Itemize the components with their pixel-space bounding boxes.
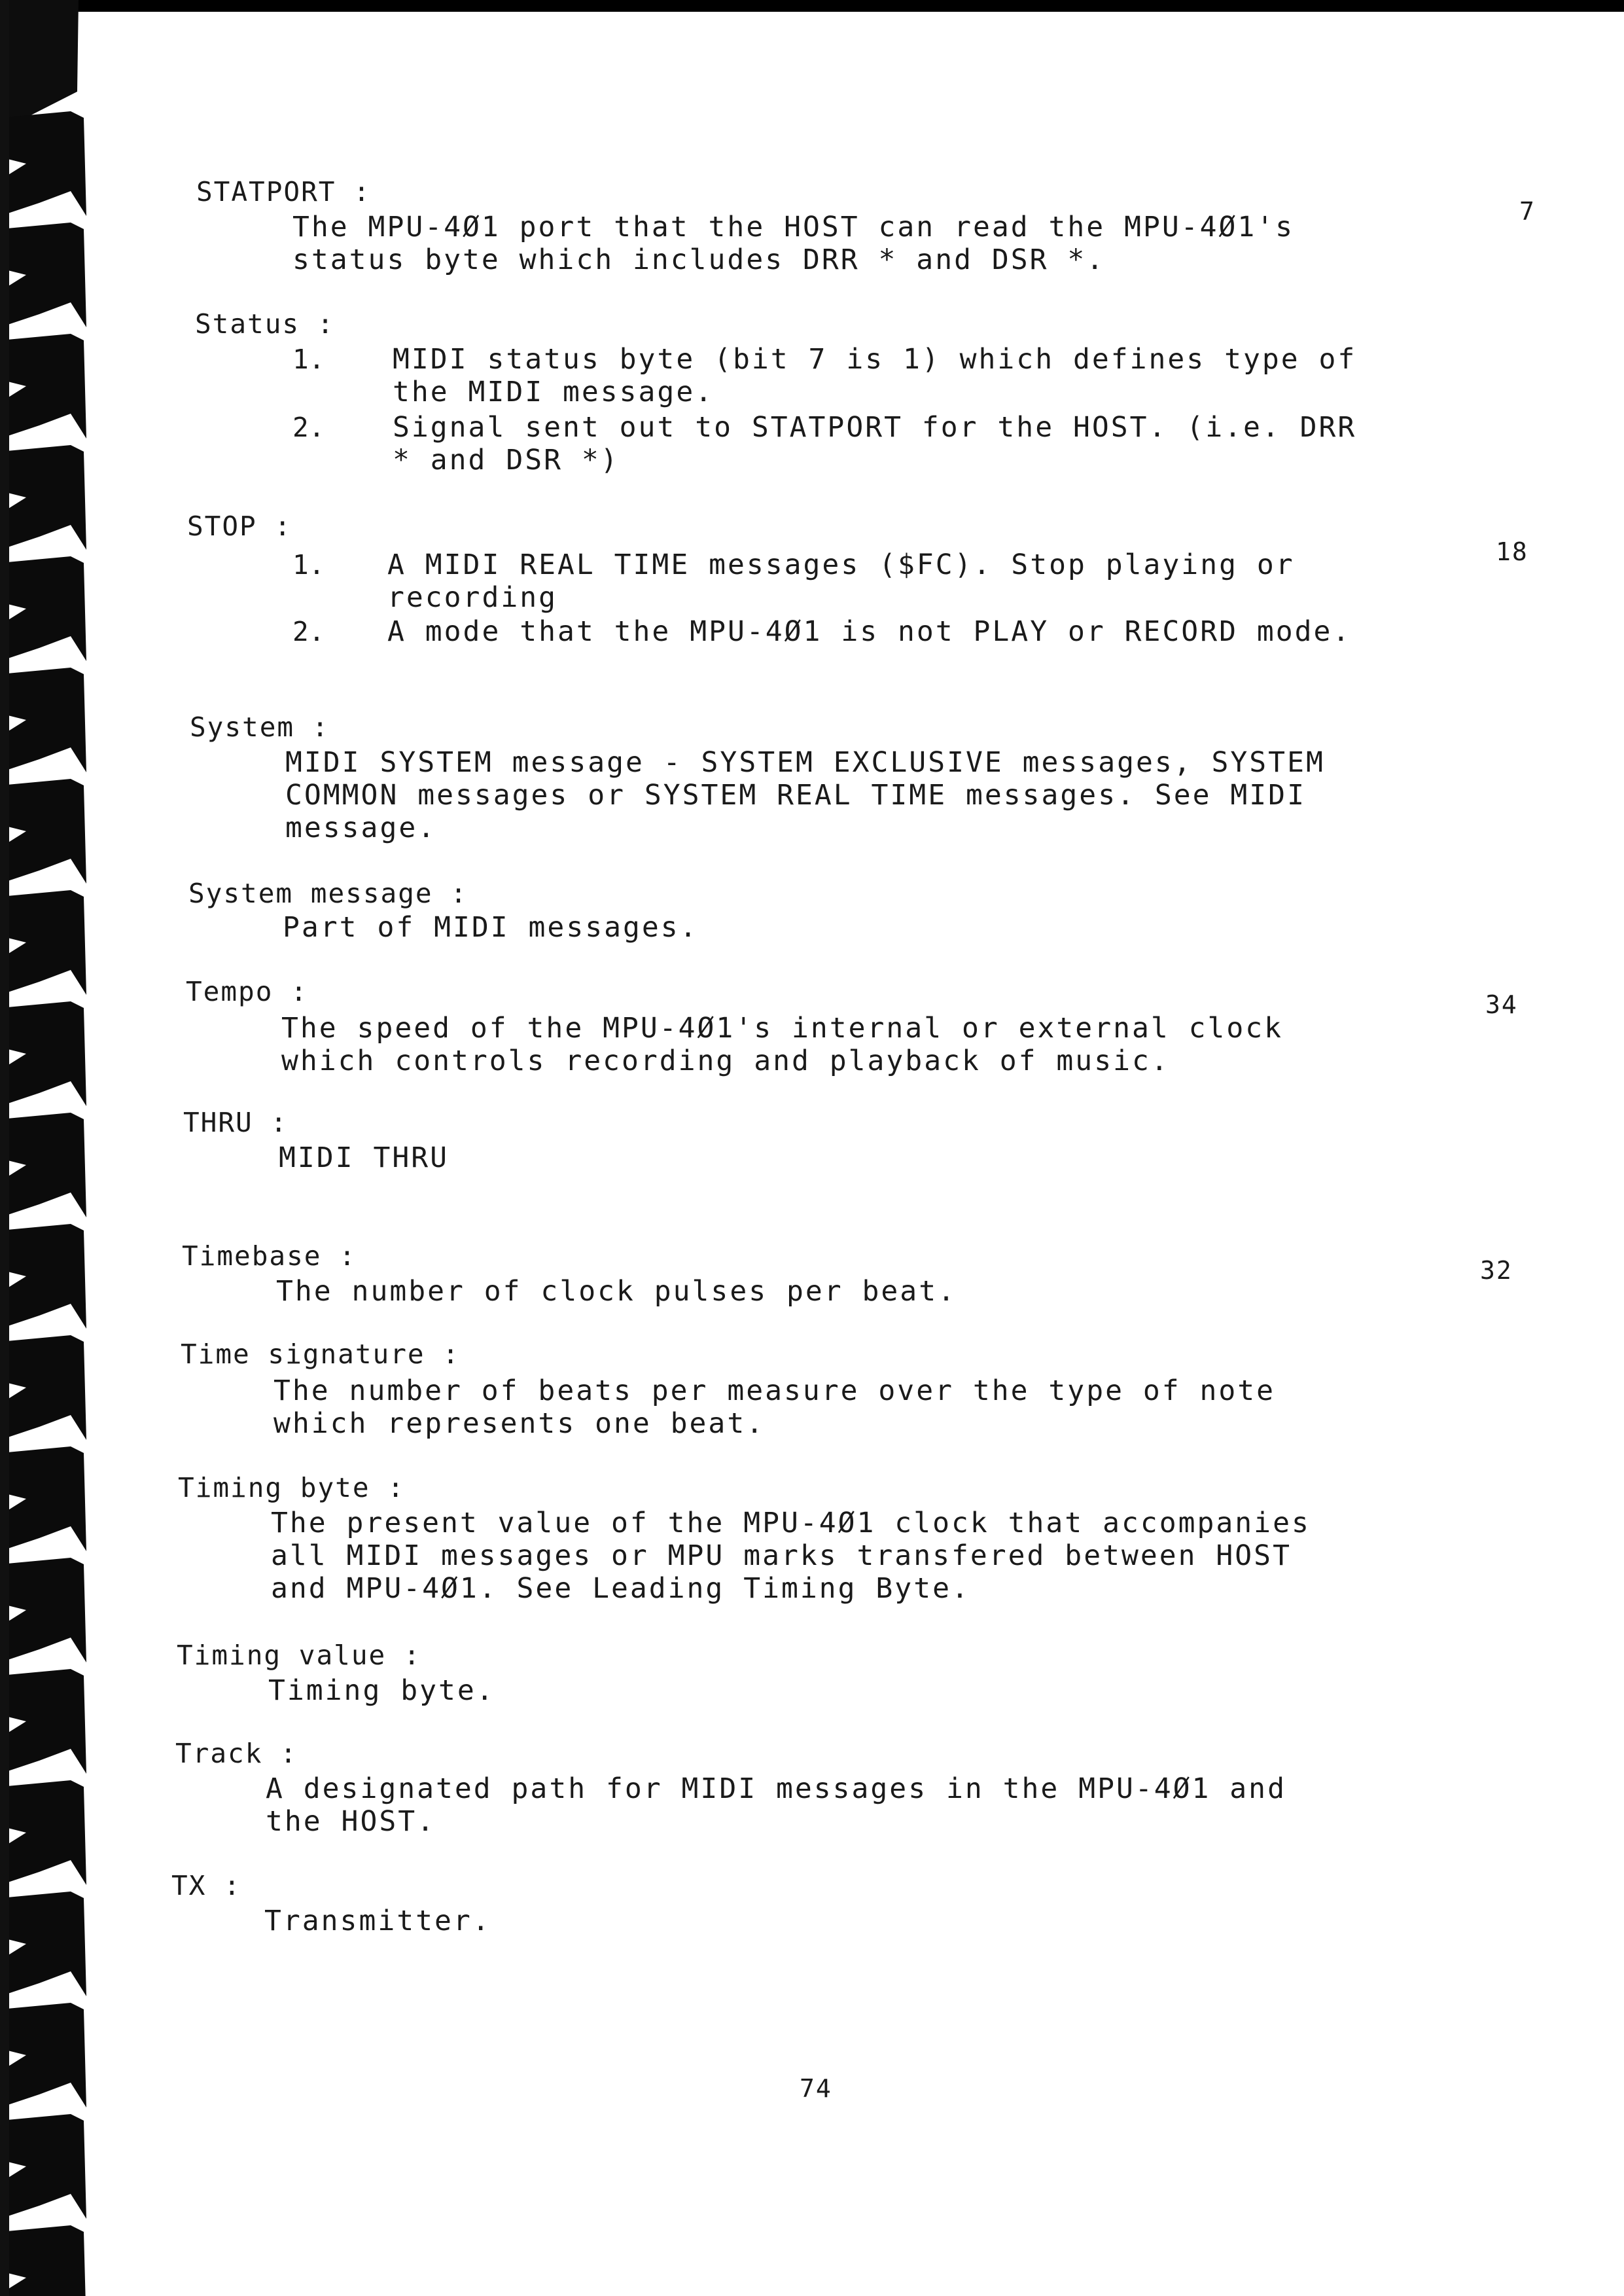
definition-line: MIDI THRU — [279, 1141, 449, 1174]
page-reference: 34 — [1485, 990, 1518, 1019]
definition-line: A MIDI REAL TIME messages ($FC). Stop playing or — [387, 548, 1295, 581]
glossary-term: TX : — [171, 1870, 241, 1901]
definition-line: and MPU-4Ø1. See Leading Timing Byte. — [271, 1572, 970, 1605]
definition-item-number: 1. — [292, 549, 325, 581]
definition-line: The number of beats per measure over the type of note — [274, 1374, 1276, 1407]
glossary-term: Timebase : — [182, 1240, 357, 1272]
glossary-term: System : — [190, 711, 330, 743]
definition-line: recording — [387, 581, 557, 614]
definition-line: Timing byte. — [268, 1674, 495, 1707]
glossary-term: THRU : — [183, 1107, 289, 1138]
definition-line: the HOST. — [266, 1805, 436, 1838]
definition-line: message. — [285, 812, 437, 844]
definition-line: * and DSR *) — [393, 444, 620, 476]
definition-line: The MPU-4Ø1 port that the HOST can read the MPU-4Ø1's — [292, 211, 1295, 243]
glossary-term: Tempo : — [186, 976, 308, 1007]
definition-line: all MIDI messages or MPU marks transfered between HOST — [271, 1539, 1292, 1572]
definition-line: A mode that the MPU-4Ø1 is not PLAY or RECORD mode. — [387, 615, 1352, 648]
definition-line: status byte which includes DRR * and DSR *. — [292, 243, 1106, 276]
binding-edge — [0, 0, 9, 2296]
definition-line: The number of clock pulses per beat. — [276, 1275, 957, 1308]
page-reference: 18 — [1496, 537, 1528, 566]
glossary-term: Time signature : — [181, 1338, 460, 1370]
definition-item-number: 2. — [292, 412, 325, 443]
glossary-term: STATPORT : — [196, 176, 371, 207]
definition-line: COMMON messages or SYSTEM REAL TIME messages. See MIDI — [285, 779, 1306, 812]
definition-line: Part of MIDI messages. — [283, 911, 699, 944]
glossary-term: Timing byte : — [178, 1472, 405, 1503]
spiral-binding — [0, 0, 111, 2296]
definition-item-number: 1. — [292, 344, 325, 375]
definition-line: which represents one beat. — [274, 1407, 766, 1440]
definition-line: MIDI SYSTEM message - SYSTEM EXCLUSIVE messages, SYSTEM — [285, 746, 1325, 779]
glossary-term: System message : — [188, 878, 468, 909]
definition-line: The present value of the MPU-4Ø1 clock that accompanies — [271, 1507, 1311, 1539]
page-reference: 7 — [1519, 197, 1536, 226]
top-edge-shadow — [0, 0, 1624, 12]
definition-line: MIDI status byte (bit 7 is 1) which defines type of — [393, 343, 1357, 376]
binding-top-shadow — [0, 0, 79, 131]
page-reference: 32 — [1480, 1256, 1513, 1285]
definition-line: which controls recording and playback of music. — [281, 1045, 1170, 1077]
glossary-term: Status : — [195, 308, 335, 340]
glossary-term: Timing value : — [177, 1640, 421, 1671]
definition-item-number: 2. — [292, 616, 325, 647]
page-number: 74 — [800, 2074, 832, 2103]
definition-line: Transmitter. — [264, 1905, 491, 1937]
glossary-term: STOP : — [187, 511, 292, 542]
definition-line: Signal sent out to STATPORT for the HOST. (i.e. DRR — [393, 411, 1357, 444]
definition-line: the MIDI message. — [393, 376, 715, 408]
definition-line: A designated path for MIDI messages in the MPU-4Ø1 and — [266, 1772, 1286, 1805]
glossary-term: Track : — [175, 1738, 298, 1769]
definition-line: The speed of the MPU-4Ø1's internal or external clock — [281, 1012, 1284, 1045]
